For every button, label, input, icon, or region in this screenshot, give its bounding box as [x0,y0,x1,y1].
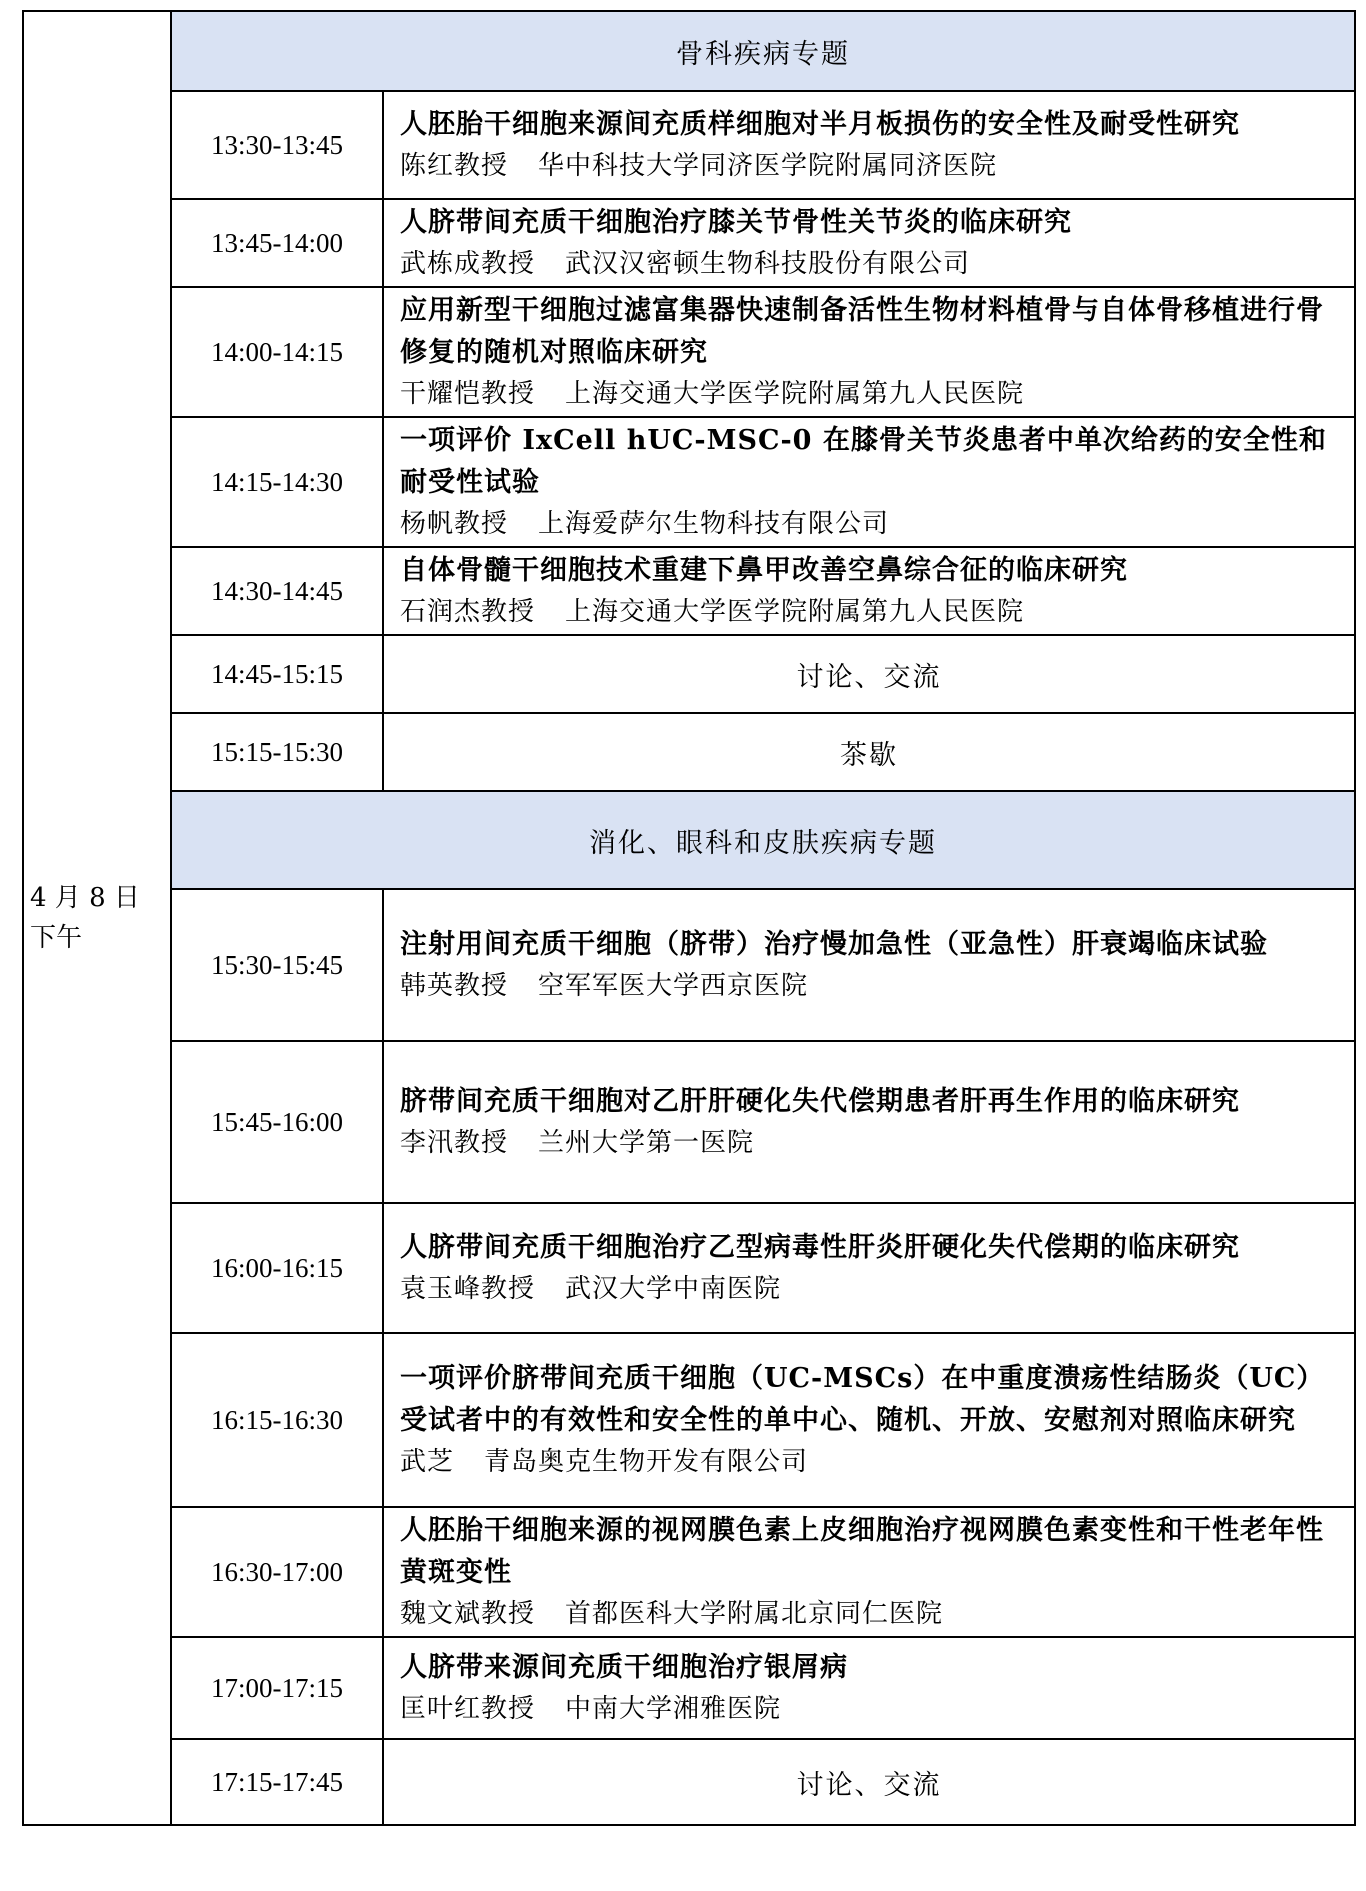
session-time: 14:00-14:15 [171,287,383,417]
speaker-org: 上海交通大学医学院附属第九人民医院 [565,597,1025,627]
speaker-name: 李汛教授 [400,1128,509,1158]
speaker-org: 上海交通大学医学院附属第九人民医院 [565,379,1025,409]
speaker-name: 袁玉峰教授 [400,1274,536,1304]
session-time: 17:15-17:45 [171,1739,383,1825]
talk-speaker-line [400,1594,1340,1634]
session-time: 13:30-13:45 [171,91,383,199]
talk-speaker-line [400,504,1340,544]
talk-cell [383,1637,1355,1739]
session-time: 15:30-15:45 [171,889,383,1041]
talk-title: 自体骨髓干细胞技术重建下鼻甲改善空鼻综合征的临床研究 [400,555,1128,586]
talk-speaker-line [400,1689,1340,1729]
talk-cell [383,1041,1355,1203]
speaker-org: 华中科技大学同济医学院附属同济医院 [538,151,998,181]
talk-cell [383,1507,1355,1637]
talk-title: 脐带间充质干细胞对乙肝肝硬化失代偿期患者肝再生作用的临床研究 [400,1086,1240,1117]
speaker-name: 韩英教授 [400,971,509,1001]
session-time: 15:45-16:00 [171,1041,383,1203]
session-time: 16:00-16:15 [171,1203,383,1333]
talk-title: 人脐带来源间充质干细胞治疗银屑病 [400,1652,848,1683]
speaker-name: 陈红教授 [400,151,509,181]
talk-cell [383,287,1355,417]
talk-cell [383,417,1355,547]
speaker-org: 空军军医大学西京医院 [538,971,809,1001]
speaker-name: 匡叶红教授 [400,1694,536,1724]
session-time: 17:00-17:15 [171,1637,383,1739]
date-cell [23,11,171,1825]
speaker-org: 首都医科大学附属北京同仁医院 [565,1599,944,1629]
speaker-name: 杨帆教授 [400,509,509,539]
session-time: 16:15-16:30 [171,1333,383,1507]
talk-title: 应用新型干细胞过滤富集器快速制备活性生物材料植骨与自体骨移植进行骨修复的随机对照临床研究 [400,295,1324,368]
speaker-name: 武芝 [400,1447,455,1477]
talk-cell [383,1203,1355,1333]
talk-cell [383,199,1355,287]
talk-title: 人胚胎干细胞来源的视网膜色素上皮细胞治疗视网膜色素变性和干性老年性黄斑变性 [400,1515,1324,1588]
talk-speaker-line [400,1442,1340,1482]
speaker-org: 兰州大学第一医院 [538,1128,755,1158]
session-time: 14:45-15:15 [171,635,383,713]
talk-title: 注射用间充质干细胞（脐带）治疗慢加急性（亚急性）肝衰竭临床试验 [400,929,1268,960]
talk-title: 一项评价脐带间充质干细胞（UC-MSCs）在中重度溃疡性结肠炎（UC）受试者中的有效性和安全性的单中心、随机、开放、安慰剂对照临床研究 [400,1363,1325,1436]
talk-title: 人胚胎干细胞来源间充质样细胞对半月板损伤的安全性及耐受性研究 [400,109,1240,140]
speaker-org: 武汉大学中南医院 [565,1274,782,1304]
speaker-name: 魏文斌教授 [400,1599,536,1629]
discussion-label: 讨论、交流 [383,1739,1355,1825]
session-time: 14:15-14:30 [171,417,383,547]
talk-title: 人脐带间充质干细胞治疗膝关节骨性关节炎的临床研究 [400,207,1072,238]
talk-speaker-line [400,1269,1340,1309]
speaker-org: 上海爱萨尔生物科技有限公司 [538,509,890,539]
talk-speaker-line [400,592,1340,632]
session-time: 13:45-14:00 [171,199,383,287]
talk-cell [383,547,1355,635]
date-period: 下午 [30,923,83,953]
talk-speaker-line [400,966,1340,1006]
speaker-org: 青岛奥克生物开发有限公司 [484,1447,809,1477]
talk-title: 一项评价 IxCell hUC-MSC-0 在膝骨关节炎患者中单次给药的安全性和耐受性试验 [400,425,1327,498]
speaker-name: 石润杰教授 [400,597,536,627]
session-time: 16:30-17:00 [171,1507,383,1637]
speaker-name: 武栋成教授 [400,249,536,279]
talk-speaker-line [400,244,1340,284]
talk-speaker-line [400,374,1340,414]
talk-cell [383,1333,1355,1507]
date-day: 4 月 8 日 [30,883,140,913]
talk-title: 人脐带间充质干细胞治疗乙型病毒性肝炎肝硬化失代偿期的临床研究 [400,1232,1240,1263]
session-time: 14:30-14:45 [171,547,383,635]
section-title: 消化、眼科和皮肤疾病专题 [171,791,1355,889]
break-label: 茶歇 [383,713,1355,791]
section-title: 骨科疾病专题 [171,11,1355,91]
talk-cell [383,889,1355,1041]
talk-speaker-line [400,1123,1340,1163]
schedule-table [22,10,1356,1826]
speaker-org: 中南大学湘雅医院 [565,1694,782,1724]
speaker-org: 武汉汉密顿生物科技股份有限公司 [565,249,971,279]
talk-cell [383,91,1355,199]
talk-speaker-line [400,146,1340,186]
session-time: 15:15-15:30 [171,713,383,791]
speaker-name: 干耀恺教授 [400,379,536,409]
discussion-label: 讨论、交流 [383,635,1355,713]
